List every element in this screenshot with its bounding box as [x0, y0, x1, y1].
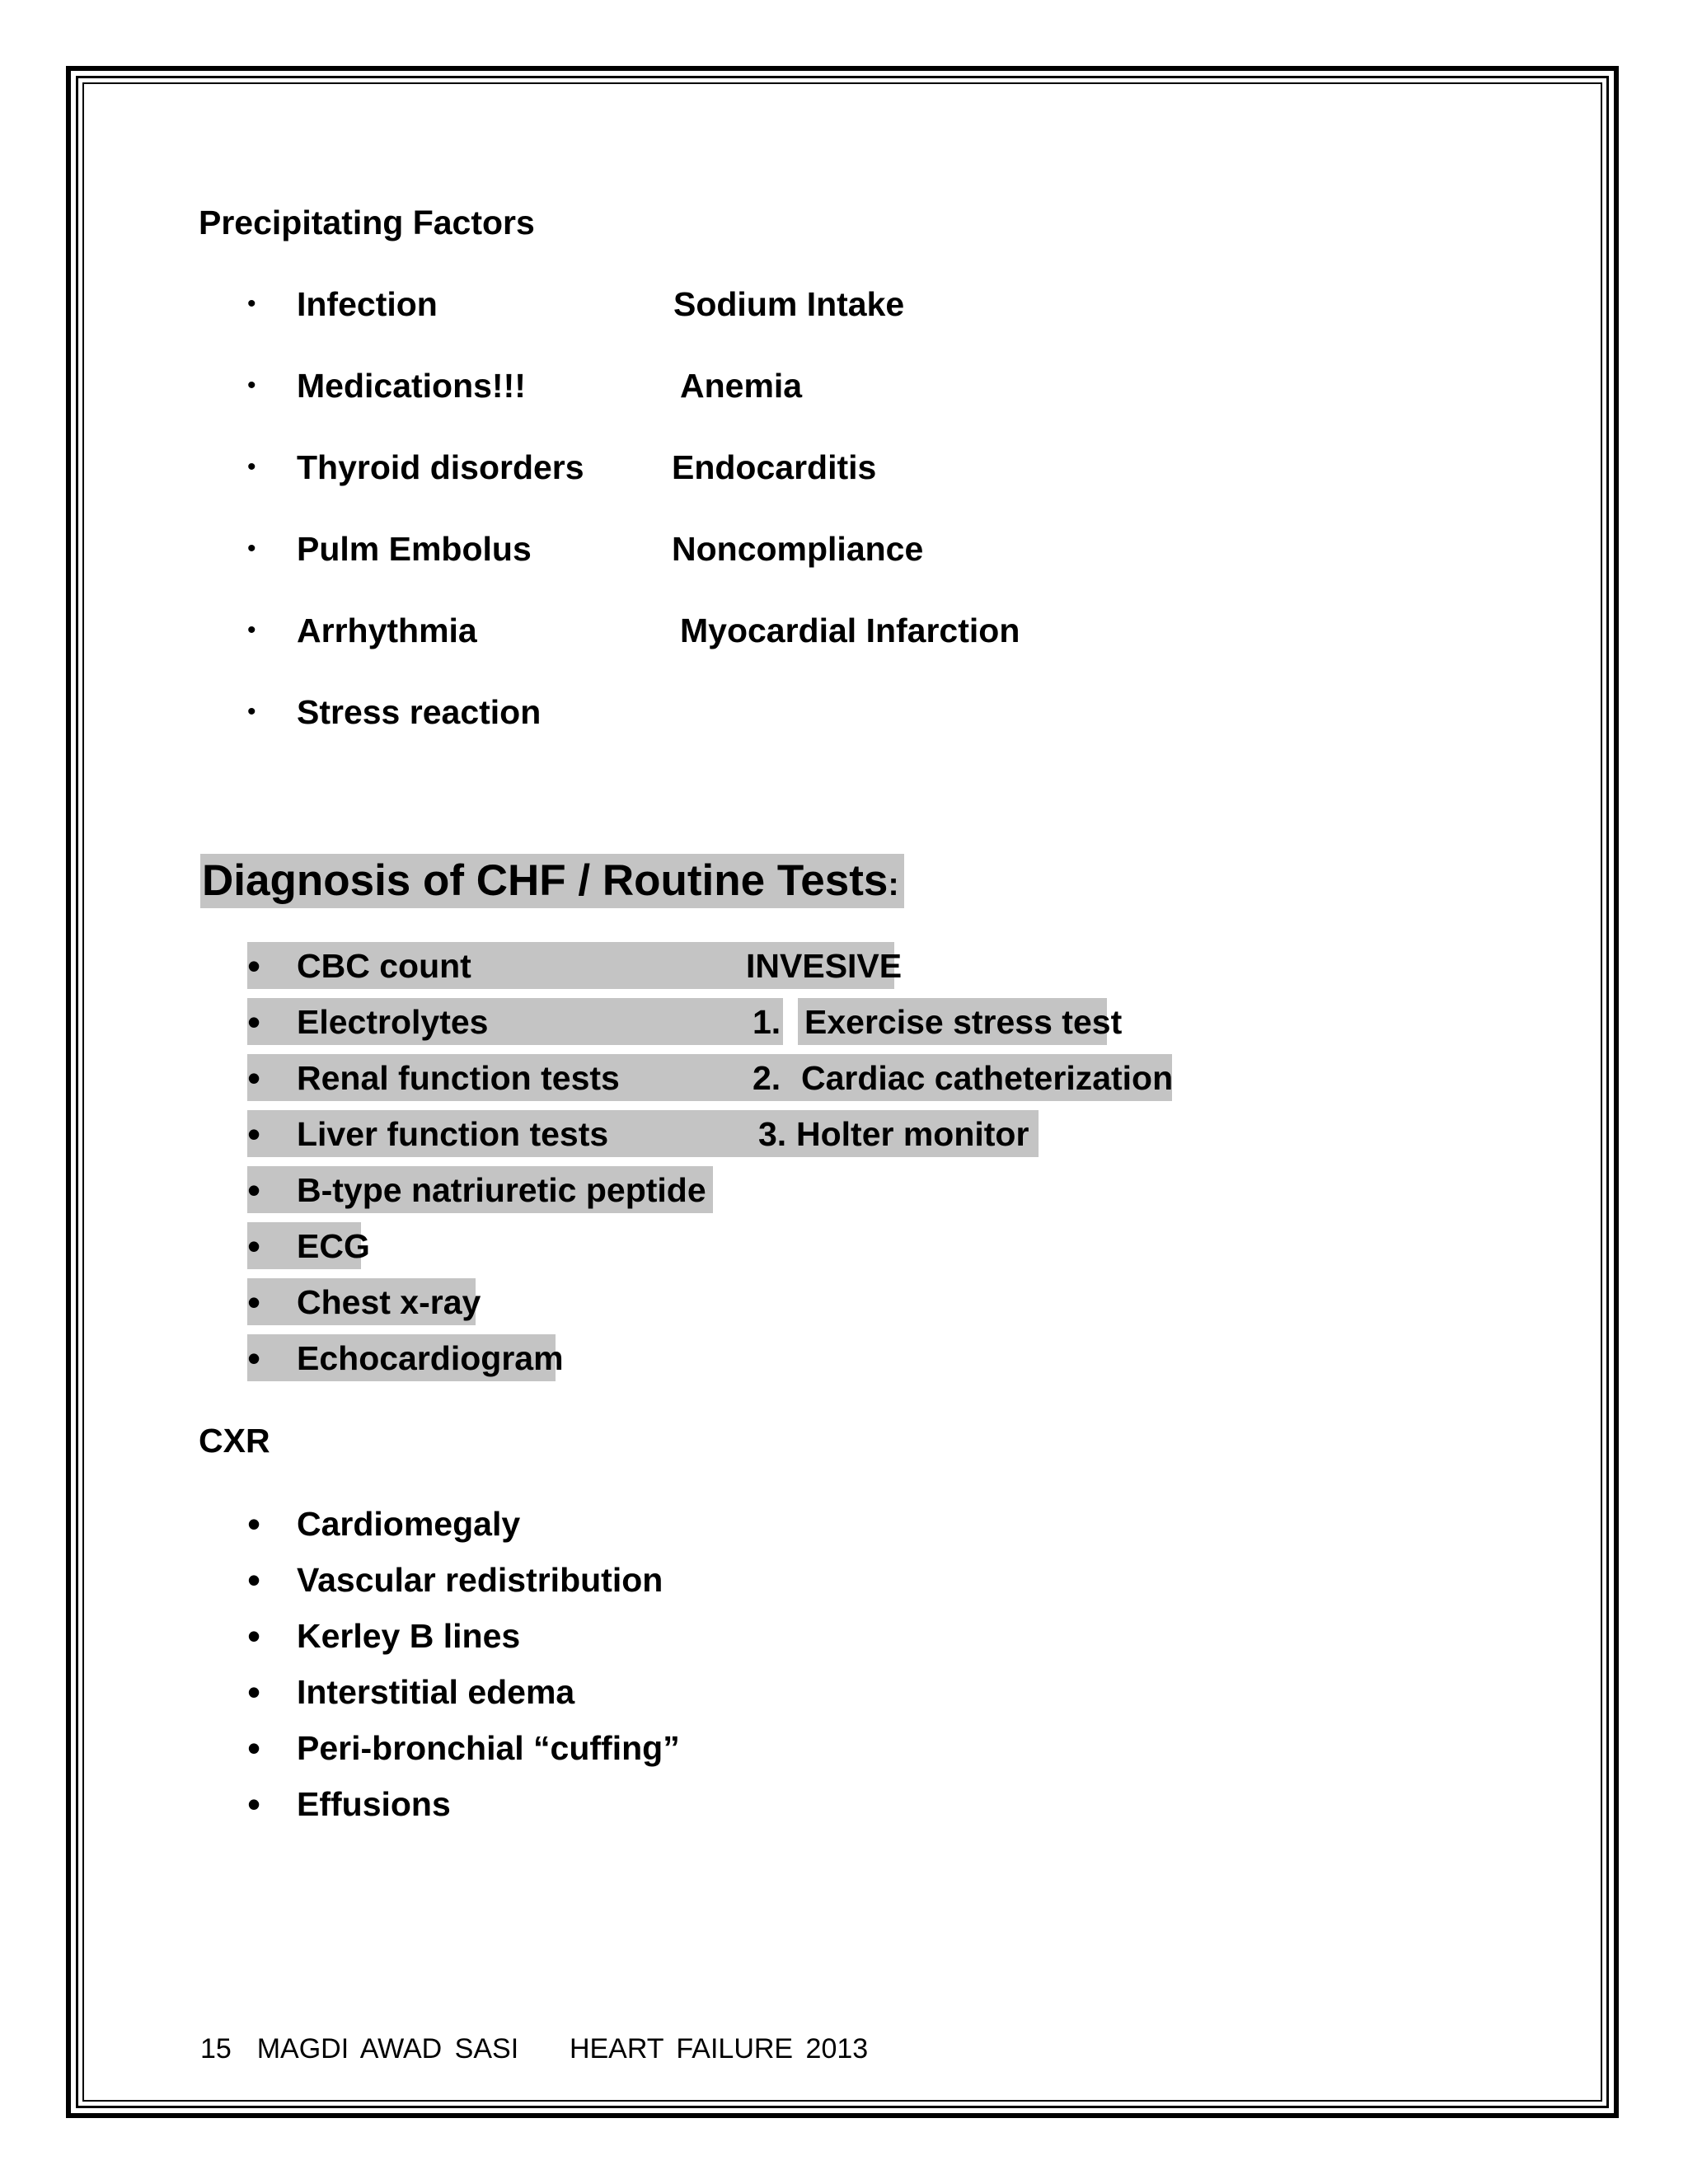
list-item-number: 2.	[753, 1059, 781, 1097]
bullet-icon: •	[247, 616, 256, 644]
list-item: Noncompliance	[672, 530, 924, 568]
bullet-icon: •	[247, 1281, 261, 1324]
cxr-heading: CXR	[199, 1422, 270, 1460]
list-item-number: 3.	[758, 1115, 787, 1153]
list-item: Cardiomegaly	[297, 1505, 521, 1543]
bullet-icon: •	[247, 1057, 261, 1099]
bullet-icon: •	[247, 1225, 261, 1268]
list-item: Thyroid disorders	[297, 448, 584, 486]
diagnosis-heading-text: Diagnosis of CHF / Routine Tests	[202, 856, 889, 905]
bullet-icon: •	[247, 1337, 261, 1380]
list-item: Infection	[297, 285, 438, 323]
list-item: Exercise stress test	[804, 1003, 1123, 1041]
bullet-icon: •	[247, 535, 256, 562]
list-item: Sodium Intake	[673, 285, 905, 323]
bullet-icon: •	[247, 1001, 261, 1043]
list-item: Interstitial edema	[297, 1673, 575, 1711]
footer-title: HEART FAILURE 2013	[569, 2033, 869, 2064]
bullet-icon: •	[247, 453, 256, 480]
page-footer	[200, 2031, 868, 2067]
list-item: Electrolytes	[297, 1003, 489, 1041]
list-item: Vascular redistribution	[297, 1561, 663, 1599]
list-item: Echocardiogram	[297, 1339, 564, 1377]
bullet-icon: •	[247, 1783, 261, 1825]
list-item: Stress reaction	[297, 693, 542, 731]
invasive-heading: INVESIVE	[746, 947, 903, 985]
bullet-icon: •	[247, 1169, 261, 1212]
list-item: B-type natriuretic peptide	[297, 1171, 706, 1209]
diagnosis-heading-colon: :	[888, 866, 899, 902]
list-item: Liver function tests	[297, 1115, 609, 1153]
bullet-icon: •	[247, 698, 256, 725]
list-item: ECG	[297, 1227, 370, 1265]
bullet-icon: •	[247, 1113, 261, 1155]
list-item-number: 1.	[753, 1003, 781, 1041]
bullet-icon: •	[247, 1502, 261, 1545]
bullet-icon: •	[247, 944, 261, 987]
bullet-icon: •	[247, 1671, 261, 1713]
list-item: Arrhythmia	[297, 612, 477, 649]
list-item: Peri-bronchial “cuffing”	[297, 1729, 680, 1767]
bullet-icon: •	[247, 372, 256, 399]
list-item: Cardiac catheterization	[801, 1059, 1174, 1097]
precipitating-factors-heading: Precipitating Factors	[199, 204, 535, 241]
page-number: 15	[200, 2033, 232, 2064]
bullet-icon: •	[247, 1615, 261, 1657]
bullet-icon: •	[247, 290, 256, 317]
bullet-icon: •	[247, 1558, 261, 1601]
list-item: Pulm Embolus	[297, 530, 532, 568]
diagnosis-heading	[200, 854, 904, 908]
list-item: Kerley B lines	[297, 1617, 521, 1655]
list-item: Renal function tests	[297, 1059, 620, 1097]
list-item: Effusions	[297, 1785, 451, 1823]
list-item: Medications!!!	[297, 367, 526, 405]
list-item: Endocarditis	[672, 448, 877, 486]
list-item: Chest x-ray	[297, 1283, 481, 1321]
list-item: CBC count	[297, 947, 471, 985]
list-item: Anemia	[680, 367, 803, 405]
list-item: Holter monitor	[796, 1115, 1029, 1153]
footer-author: MAGDI AWAD SASI	[256, 2033, 519, 2064]
list-item: Myocardial Infarction	[680, 612, 1020, 649]
bullet-icon: •	[247, 1727, 261, 1769]
